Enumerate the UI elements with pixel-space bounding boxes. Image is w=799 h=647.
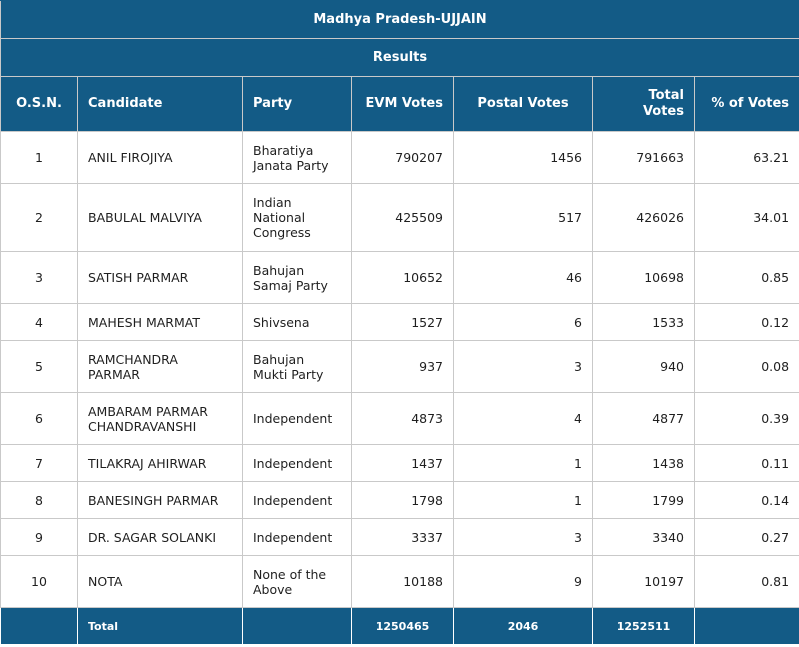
cell-candidate: ANIL FIROJIYA <box>78 132 243 184</box>
title-row <box>1 1 799 39</box>
cell-postal-votes: 6 <box>454 304 593 341</box>
cell-osn: 2 <box>1 184 78 252</box>
table-row <box>1 519 799 556</box>
column-header-row <box>1 77 799 132</box>
table-row <box>1 482 799 519</box>
cell-total-votes: 426026 <box>593 184 695 252</box>
total-row <box>1 608 799 645</box>
cell-total-votes: 1438 <box>593 445 695 482</box>
cell-postal-votes: 3 <box>454 341 593 393</box>
total-postal-votes: 2046 <box>454 608 593 645</box>
total-osn-cell <box>1 608 78 645</box>
cell-evm-votes: 425509 <box>352 184 454 252</box>
cell-party: Indian National Congress <box>243 184 352 252</box>
cell-total-votes: 10698 <box>593 252 695 304</box>
cell-postal-votes: 517 <box>454 184 593 252</box>
table-row <box>1 445 799 482</box>
cell-evm-votes: 3337 <box>352 519 454 556</box>
cell-candidate: DR. SAGAR SOLANKI <box>78 519 243 556</box>
cell-postal-votes: 1 <box>454 445 593 482</box>
cell-party: Bahujan Mukti Party <box>243 341 352 393</box>
cell-postal-votes: 46 <box>454 252 593 304</box>
table-row <box>1 252 799 304</box>
header-evm-votes: EVM Votes <box>352 77 454 132</box>
cell-total-votes: 1799 <box>593 482 695 519</box>
cell-candidate: BABULAL MALVIYA <box>78 184 243 252</box>
cell-party: Independent <box>243 393 352 445</box>
cell-osn: 6 <box>1 393 78 445</box>
cell-osn: 7 <box>1 445 78 482</box>
cell-percent-votes: 34.01 <box>695 184 799 252</box>
header-percent-votes: % of Votes <box>695 77 799 132</box>
cell-candidate: SATISH PARMAR <box>78 252 243 304</box>
cell-osn: 3 <box>1 252 78 304</box>
total-evm-votes: 1250465 <box>352 608 454 645</box>
cell-postal-votes: 1 <box>454 482 593 519</box>
cell-postal-votes: 3 <box>454 519 593 556</box>
table-row <box>1 132 799 184</box>
cell-percent-votes: 0.81 <box>695 556 799 608</box>
header-total-votes: Total Votes <box>593 77 695 132</box>
cell-party: None of the Above <box>243 556 352 608</box>
cell-evm-votes: 10188 <box>352 556 454 608</box>
cell-candidate: TILAKRAJ AHIRWAR <box>78 445 243 482</box>
cell-party: Shivsena <box>243 304 352 341</box>
table-row <box>1 393 799 445</box>
header-party: Party <box>243 77 352 132</box>
cell-evm-votes: 1527 <box>352 304 454 341</box>
header-osn: O.S.N. <box>1 77 78 132</box>
cell-candidate: NOTA <box>78 556 243 608</box>
cell-evm-votes: 1798 <box>352 482 454 519</box>
header-candidate: Candidate <box>78 77 243 132</box>
table-title: Madhya Pradesh-UJJAIN <box>1 1 799 39</box>
cell-candidate: BANESINGH PARMAR <box>78 482 243 519</box>
cell-evm-votes: 1437 <box>352 445 454 482</box>
cell-percent-votes: 0.11 <box>695 445 799 482</box>
cell-evm-votes: 937 <box>352 341 454 393</box>
cell-postal-votes: 4 <box>454 393 593 445</box>
cell-percent-votes: 0.08 <box>695 341 799 393</box>
cell-osn: 10 <box>1 556 78 608</box>
cell-osn: 5 <box>1 341 78 393</box>
cell-osn: 8 <box>1 482 78 519</box>
cell-percent-votes: 0.12 <box>695 304 799 341</box>
cell-osn: 4 <box>1 304 78 341</box>
cell-osn: 9 <box>1 519 78 556</box>
header-postal-votes: Postal Votes <box>454 77 593 132</box>
cell-postal-votes: 1456 <box>454 132 593 184</box>
cell-percent-votes: 0.27 <box>695 519 799 556</box>
cell-party: Independent <box>243 482 352 519</box>
cell-percent-votes: 63.21 <box>695 132 799 184</box>
cell-party: Bahujan Samaj Party <box>243 252 352 304</box>
cell-party: Independent <box>243 445 352 482</box>
subtitle-row <box>1 39 799 77</box>
cell-postal-votes: 9 <box>454 556 593 608</box>
cell-total-votes: 3340 <box>593 519 695 556</box>
cell-total-votes: 4877 <box>593 393 695 445</box>
cell-evm-votes: 4873 <box>352 393 454 445</box>
cell-total-votes: 1533 <box>593 304 695 341</box>
table-row <box>1 341 799 393</box>
cell-evm-votes: 790207 <box>352 132 454 184</box>
cell-party: Independent <box>243 519 352 556</box>
total-party-cell <box>243 608 352 645</box>
cell-candidate: MAHESH MARMAT <box>78 304 243 341</box>
table-row <box>1 184 799 252</box>
cell-candidate: RAMCHANDRA PARMAR <box>78 341 243 393</box>
cell-percent-votes: 0.85 <box>695 252 799 304</box>
cell-total-votes: 10197 <box>593 556 695 608</box>
total-percent-votes <box>695 608 799 645</box>
cell-percent-votes: 0.14 <box>695 482 799 519</box>
table-row <box>1 556 799 608</box>
total-total-votes: 1252511 <box>593 608 695 645</box>
total-label: Total <box>78 608 243 645</box>
cell-total-votes: 791663 <box>593 132 695 184</box>
cell-percent-votes: 0.39 <box>695 393 799 445</box>
table-row <box>1 304 799 341</box>
cell-evm-votes: 10652 <box>352 252 454 304</box>
table-subtitle: Results <box>1 39 799 77</box>
cell-party: Bharatiya Janata Party <box>243 132 352 184</box>
cell-total-votes: 940 <box>593 341 695 393</box>
cell-osn: 1 <box>1 132 78 184</box>
cell-candidate: AMBARAM PARMAR CHANDRAVANSHI <box>78 393 243 445</box>
